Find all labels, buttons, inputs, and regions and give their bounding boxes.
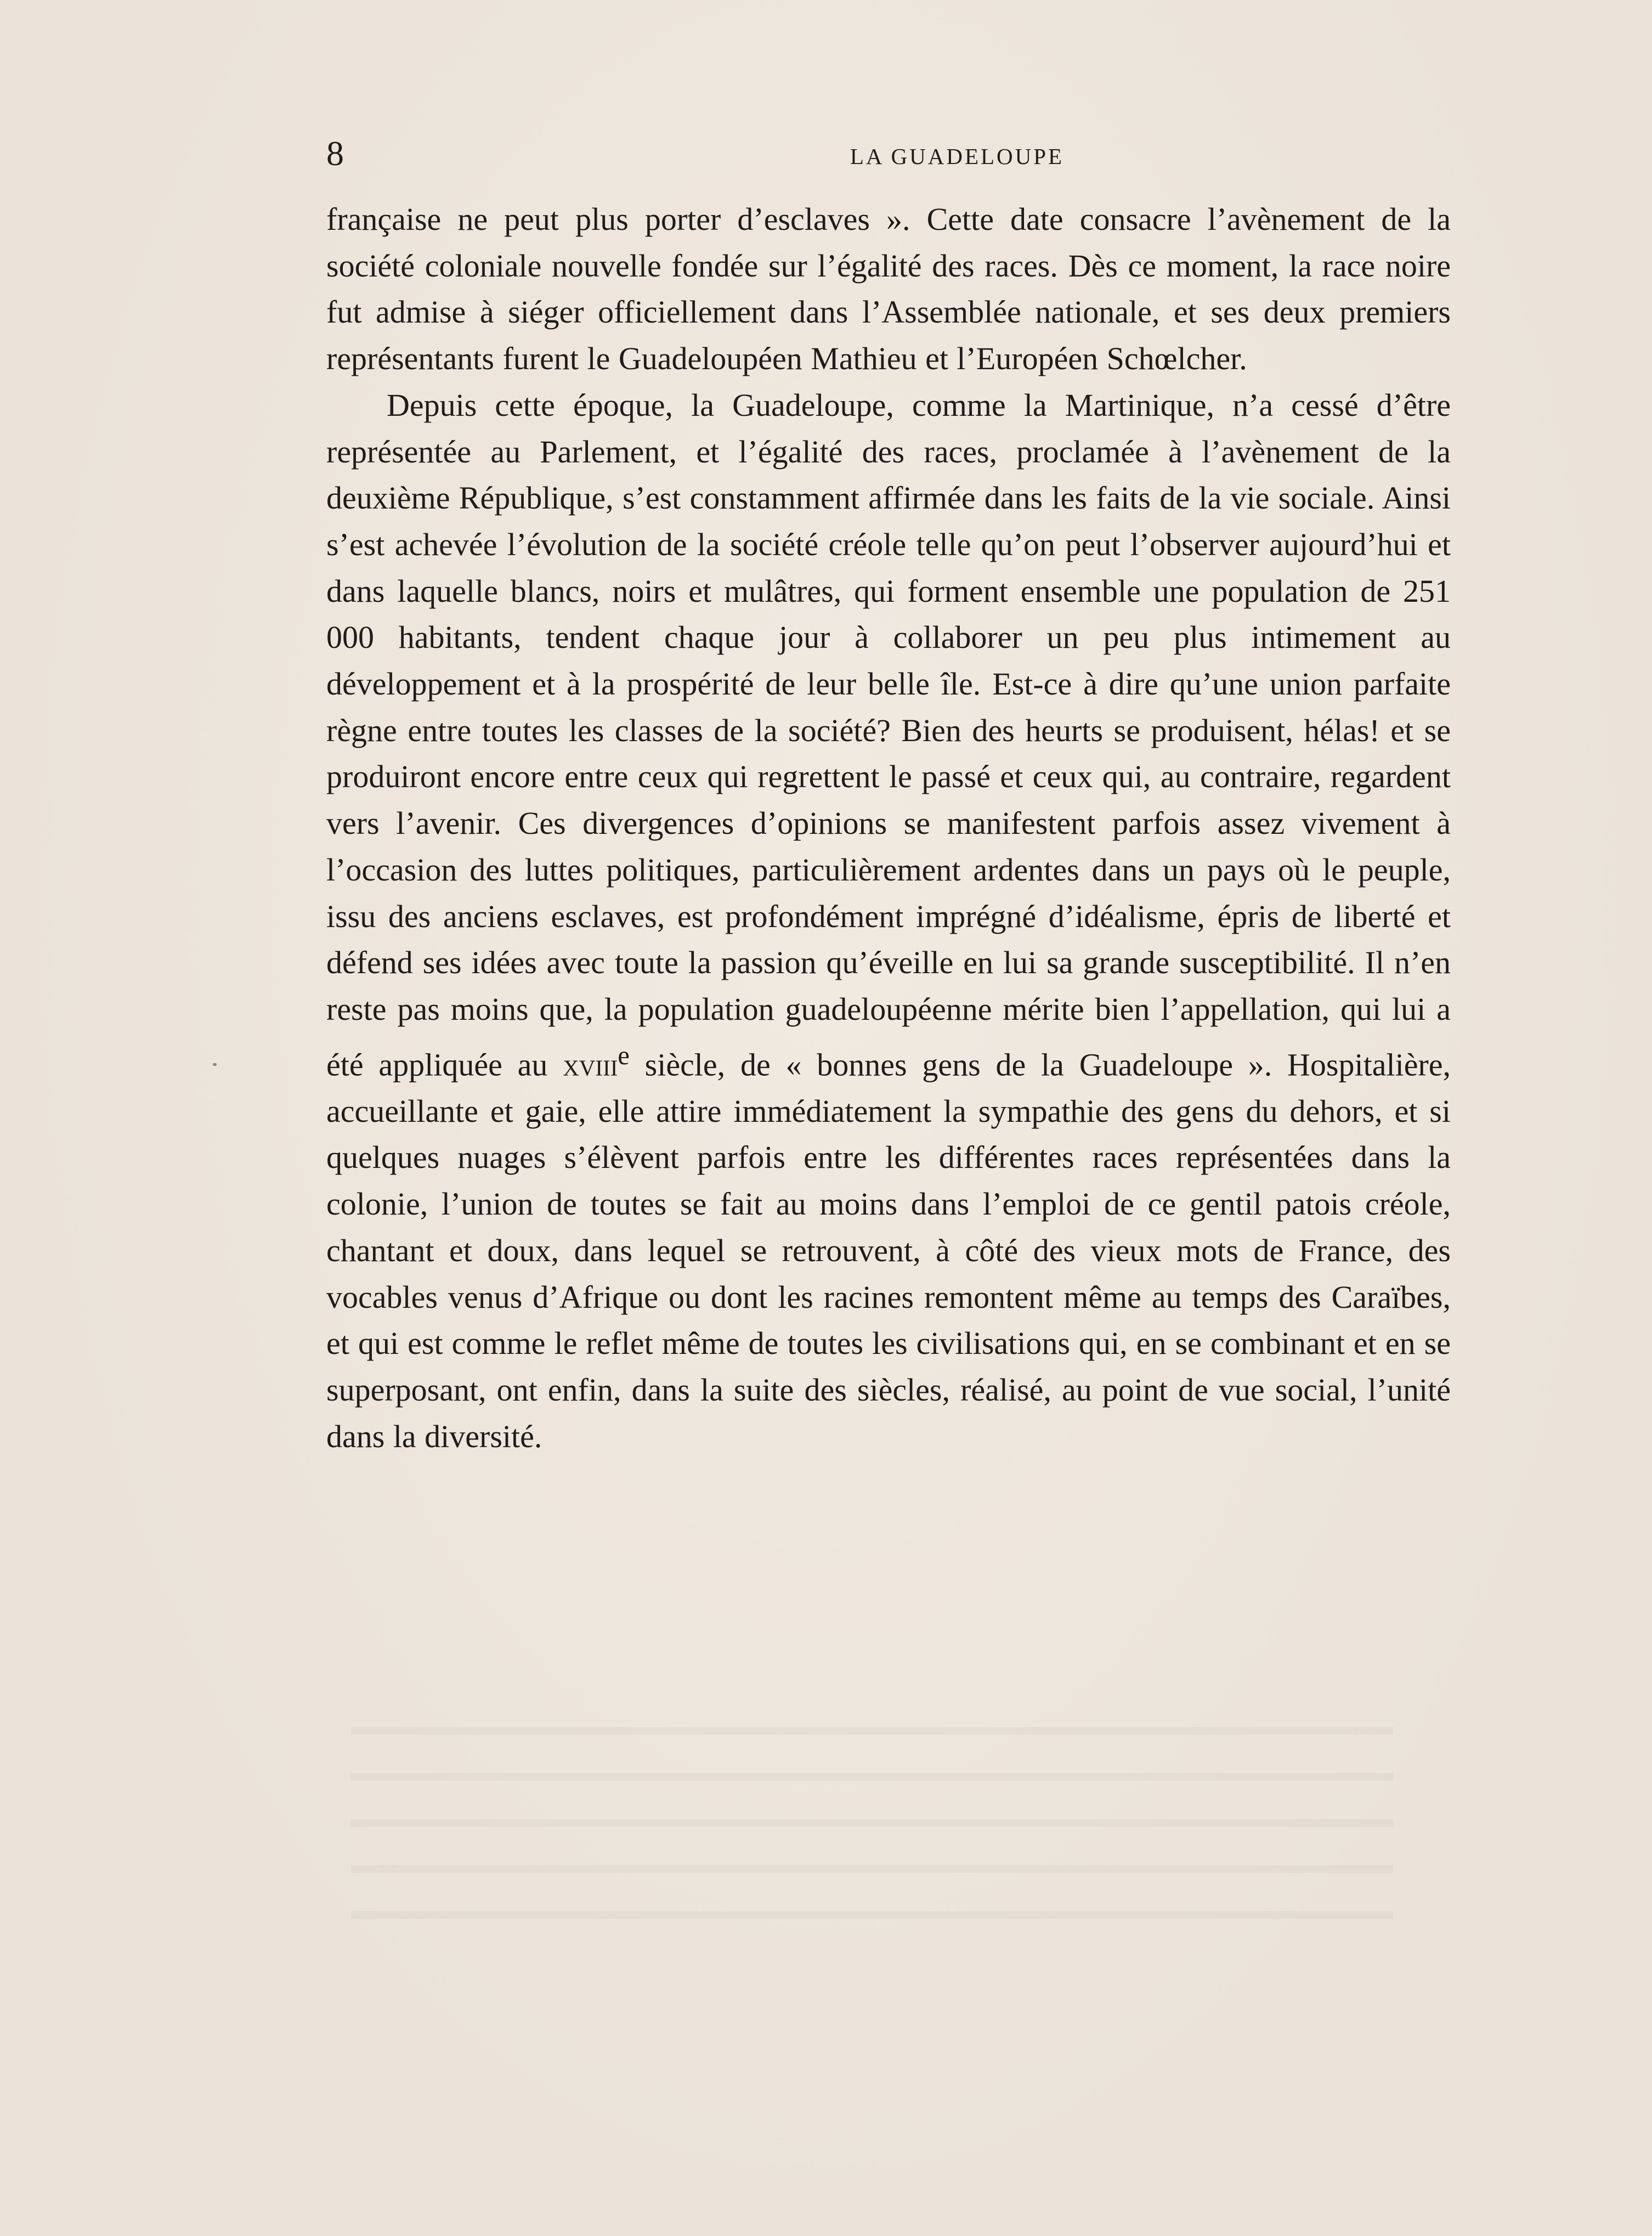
paragraph-2 (326, 382, 1451, 1460)
paragraph-2-part-1: Depuis cette époque, la Guadeloupe, comme la Martinique, n’a cessé d’être représentée au Parlement, et l’égalité des races, proclamée à l’avènement de la deuxième République, s’est constamment affirmée dans les faits de la vie sociale. Ainsi s’est achevée l’évolution de la société créole telle qu’on peut l’observer aujourd’hui et dans laquelle blancs, noirs et mulâtres, qui forment ensemble une population de 251 000 habitants, tendent chaque jour à collaborer un peu plus intimement au développement et à la prospérité de leur belle île. Est-ce à dire qu’une union parfaite règne entre toutes les classes de la société? Bien des heurts se produisent, hélas! et se produiront encore entre ceux qui regrettent le passé et ceux qui, au contraire, regardent vers l’avenir. Ces divergences d’opinions se manifestent parfois assez vivement à l’occasion des luttes politiques, particulièrement ardentes dans un pays où le peuple, issu des anciens esclaves, est profondément imprégné d’idéalisme, épris de liberté et défend ses idées avec toute la passion qu’éveille en lui sa grande susceptibilité. Il n’en reste pas moins que, la population guadeloupéenne mérite bien l’appellation, qui lui a été appliquée au (326, 387, 1451, 1082)
margin-speck (213, 1063, 217, 1066)
running-head (326, 129, 1451, 178)
century-numeral: xviii (563, 1046, 618, 1082)
body-text (326, 196, 1451, 1460)
page-number: 8 (326, 134, 344, 173)
show-through-texture (351, 1695, 1393, 1926)
running-title: LA GUADELOUPE (850, 144, 1065, 169)
paragraph-2-part-2: siècle, de « bonnes gens de la Guadeloupe ». Hospitalière, accueillante et gaie, elle attire immédiatement la sympathie des gens du dehors, et si quelques nuages s’élèvent parfois entre les différentes races représentées dans la colonie, l’union de toutes se fait au moins dans l’emploi de ce gentil patois créole, chantant et doux, dans lequel se retrouvent, à côté des vieux mots de France, des vocables venus d’Afrique ou dont les racines remontent même au temps des Caraïbes, et qui est comme le reflet même de toutes les civilisations qui, en se combinant et en se superposant, ont enfin, dans la suite des siècles, réalisé, au point de vue social, l’unité dans la diversité. (326, 1046, 1451, 1454)
paragraph-1: française ne peut plus porter d’esclaves ». Cette date consacre l’avènement de la société coloniale nouvelle fondée sur l’égalité des races. Dès ce moment, la race noire fut admise à siéger officiellement dans l’Assemblée nationale, et ses deux premiers représentants furent le Guadeloupéen Mathieu et l’Européen Schœlcher. (326, 201, 1451, 377)
century-suffix: e (618, 1041, 630, 1070)
